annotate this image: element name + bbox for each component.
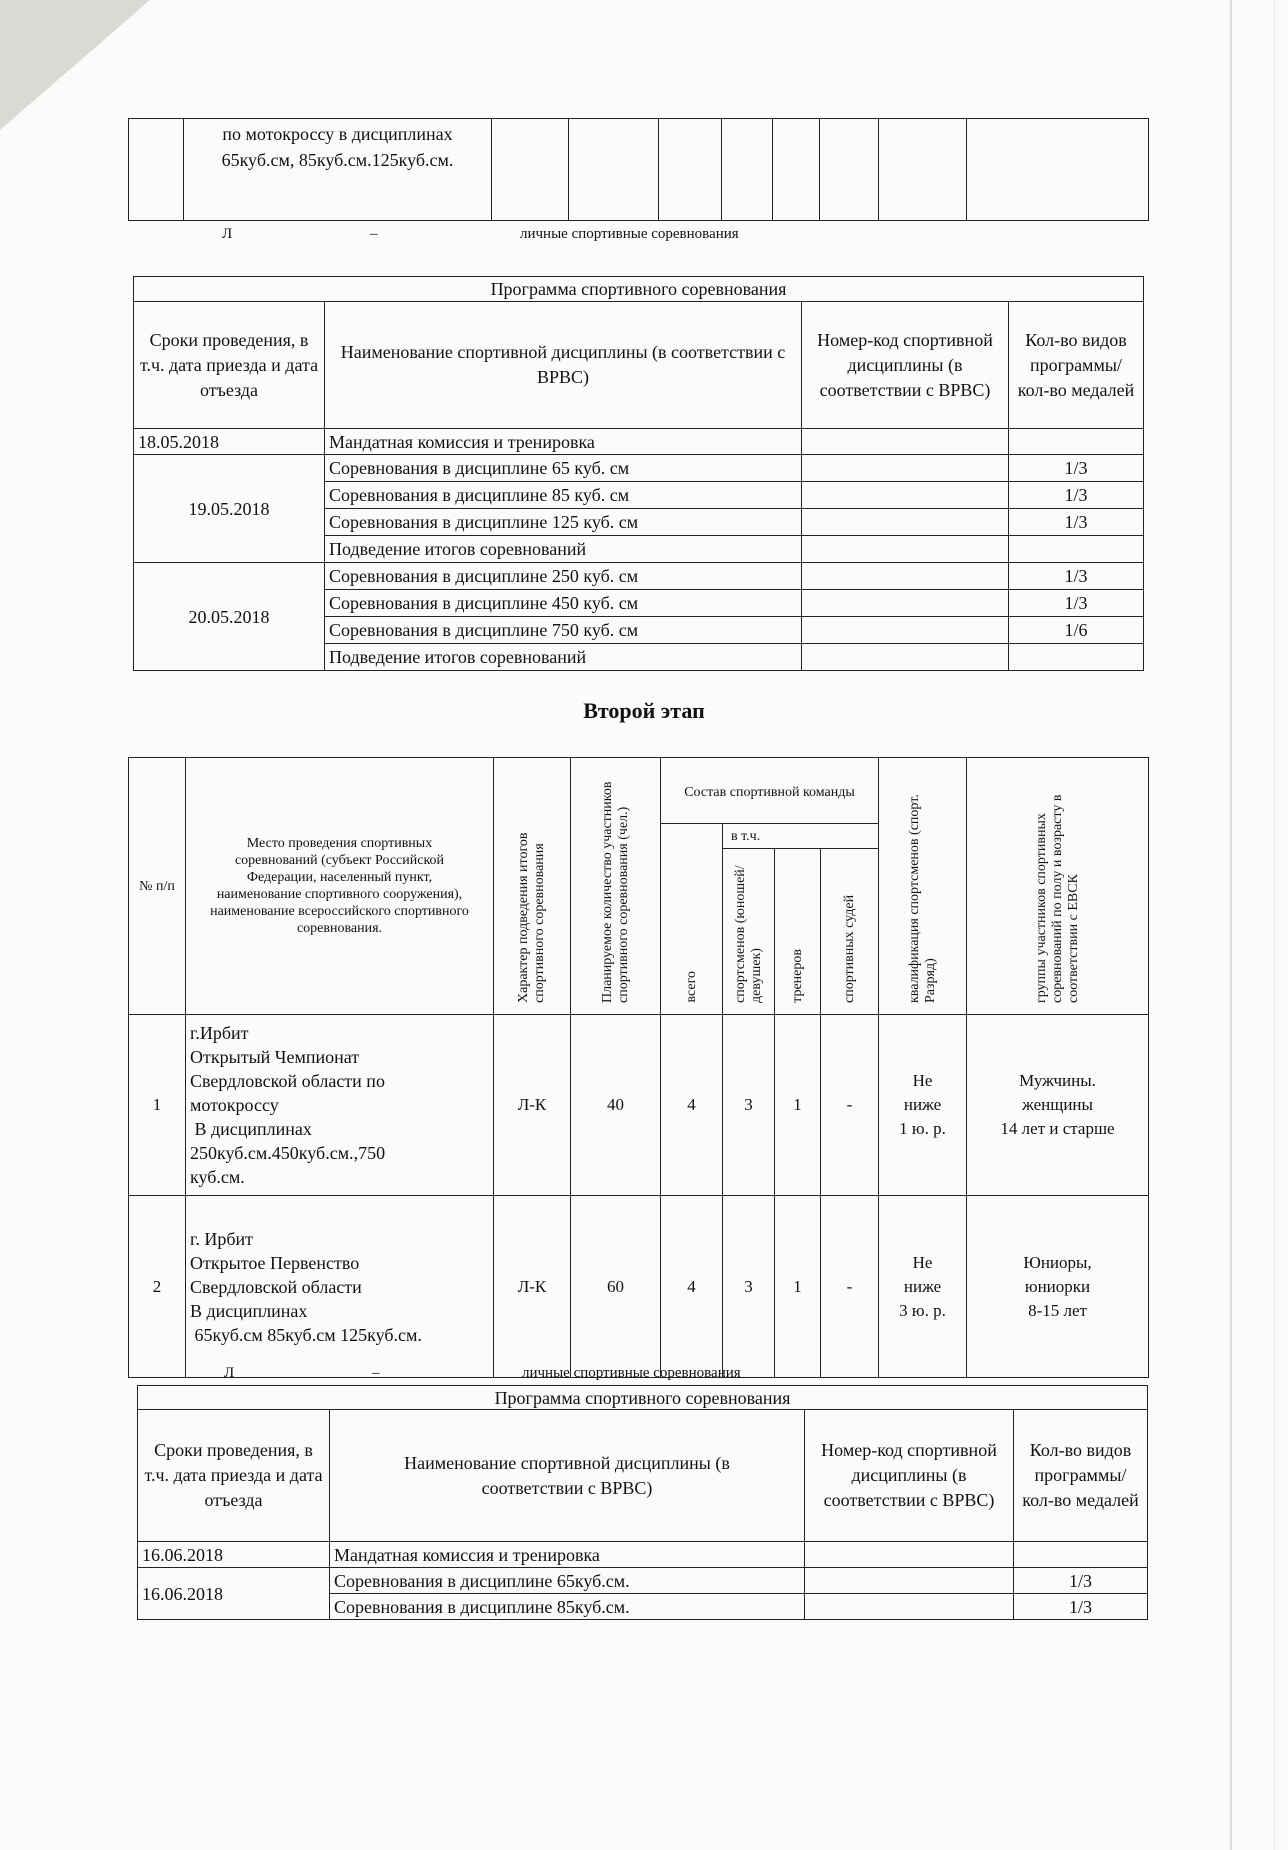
legend-abbr: Л — [224, 1365, 235, 1381]
header-groups: группы участников спортивных соревнований по полу и возрасту в соответствии с ЕВСК — [967, 758, 1149, 1015]
header-count: Кол-во видов программы/ кол-во медалей — [1009, 302, 1144, 429]
cell-num: 1 — [129, 1015, 186, 1196]
cell-judges: - — [821, 1196, 879, 1378]
program-title: Программа спортивного соревнования — [138, 1386, 1148, 1410]
cell-total: 4 — [661, 1015, 723, 1196]
cell-character: Л-К — [494, 1196, 571, 1378]
cell-qualification: Не ниже 3 ю. р. — [879, 1196, 967, 1378]
cell-athletes: 3 — [723, 1196, 775, 1378]
header-character: Характер подведения итогов спортивного соревнования — [494, 758, 571, 1015]
header-num: № п/п — [129, 758, 186, 1015]
row-count — [1009, 429, 1144, 455]
row-name: Мандатная комиссия и тренировка — [330, 1542, 805, 1568]
row-count: 1/3 — [1014, 1594, 1148, 1620]
row-name: Подведение итогов соревнований — [325, 644, 802, 671]
cell-coaches: 1 — [775, 1196, 821, 1378]
row-name: Соревнования в дисциплине 65 куб. см — [325, 455, 802, 482]
header-dates: Сроки проведения, в т.ч. дата приезда и дата отъезда — [138, 1410, 330, 1542]
legend-abbr: Л — [222, 226, 233, 242]
header-judges: спортивных судей — [821, 849, 879, 1015]
table-row — [129, 1015, 1149, 1196]
top-fragment-text: по мотокроссу в дисциплинах 65куб.см, 85куб.см.125куб.см. — [184, 119, 492, 221]
row-count — [1009, 644, 1144, 671]
row-name: Подведение итогов соревнований — [325, 536, 802, 563]
legend-dash: – — [370, 226, 378, 242]
row-date: 20.05.2018 — [134, 563, 325, 671]
row-date: 16.06.2018 — [138, 1568, 330, 1620]
header-discipline: Наименование спортивной дисциплины (в соответствии с ВРВС) — [330, 1410, 805, 1542]
program-title: Программа спортивного соревнования — [134, 277, 1144, 302]
header-qualification: квалификация спортсменов (спорт. Разряд) — [879, 758, 967, 1015]
header-code: Номер-код спортивной дисциплины (в соответствии с ВРВС) — [805, 1410, 1014, 1542]
top-fragment-table — [128, 118, 1149, 221]
header-athletes: спортсменов (юношей/девушек) — [723, 849, 775, 1015]
row-name: Соревнования в дисциплине 125 куб. см — [325, 509, 802, 536]
cell-coaches: 1 — [775, 1015, 821, 1196]
cell-num: 2 — [129, 1196, 186, 1378]
page-corner-fold — [0, 0, 150, 130]
row-count: 1/3 — [1009, 563, 1144, 590]
row-name: Соревнования в дисциплине 65куб.см. — [330, 1568, 805, 1594]
cell-qualification: Не ниже 1 ю. р. — [879, 1015, 967, 1196]
program-table-2 — [137, 1385, 1148, 1620]
program-table-1 — [133, 276, 1144, 671]
row-count: 1/3 — [1009, 482, 1144, 509]
row-count — [1009, 536, 1144, 563]
cell-place: г. Ирбит Открытое Первенство Свердловской области В дисциплинах 65куб.см 85куб.см 125куб.см. — [186, 1196, 494, 1378]
cell-athletes: 3 — [723, 1015, 775, 1196]
row-date: 16.06.2018 — [138, 1542, 330, 1568]
header-discipline: Наименование спортивной дисциплины (в соответствии с ВРВС) — [325, 302, 802, 429]
row-name: Соревнования в дисциплине 85 куб. см — [325, 482, 802, 509]
header-count: Кол-во видов программы/ кол-во медалей — [1014, 1410, 1148, 1542]
cell-planned: 60 — [571, 1196, 661, 1378]
row-name: Соревнования в дисциплине 750 куб. см — [325, 617, 802, 644]
stage-heading: Второй этап — [583, 698, 705, 723]
cell-total: 4 — [661, 1196, 723, 1378]
stage2-table — [128, 757, 1149, 1378]
row-name: Мандатная комиссия и тренировка — [325, 429, 802, 455]
row-count: 1/6 — [1009, 617, 1144, 644]
header-coaches: тренеров — [775, 849, 821, 1015]
cell-place: г.Ирбит Открытый Чемпионат Свердловской области по мотокроссу В дисциплинах 250куб.см.450куб.см.,750 куб.см. — [186, 1015, 494, 1196]
row-count: 1/3 — [1009, 455, 1144, 482]
cell-character: Л-К — [494, 1015, 571, 1196]
header-place: Место проведения спортивных соревнований (субъект Российской Федерации, населенный пункт, наименование спортивного сооружения), наименование всероссийского спортивного соревнования. — [186, 758, 494, 1015]
page-edge-line-2 — [1274, 0, 1275, 1850]
cell-judges: - — [821, 1015, 879, 1196]
row-count: 1/3 — [1009, 509, 1144, 536]
row-count: 1/3 — [1014, 1568, 1148, 1594]
header-incl: в т.ч. — [723, 824, 879, 849]
legend-desc: личные спортивные соревнования — [522, 1365, 741, 1381]
row-count — [1014, 1542, 1148, 1568]
cell-planned: 40 — [571, 1015, 661, 1196]
table-row — [129, 1196, 1149, 1378]
row-name: Соревнования в дисциплине 450 куб. см — [325, 590, 802, 617]
legend-desc: личные спортивные соревнования — [520, 226, 739, 242]
row-name: Соревнования в дисциплине 250 куб. см — [325, 563, 802, 590]
cell-groups: Юниоры, юниорки 8-15 лет — [967, 1196, 1149, 1378]
row-name: Соревнования в дисциплине 85куб.см. — [330, 1594, 805, 1620]
row-count: 1/3 — [1009, 590, 1144, 617]
legend-dash: – — [372, 1365, 380, 1381]
row-date: 18.05.2018 — [134, 429, 325, 455]
header-dates: Сроки проведения, в т.ч. дата приезда и дата отъезда — [134, 302, 325, 429]
header-code: Номер-код спортивной дисциплины (в соответствии с ВРВС) — [802, 302, 1009, 429]
page-edge-line — [1230, 0, 1232, 1850]
cell-groups: Мужчины. женщины 14 лет и старше — [967, 1015, 1149, 1196]
header-planned: Планируемое количество участников спортивного соревнования (чел.) — [571, 758, 661, 1015]
header-total: всего — [661, 824, 723, 1015]
header-team: Состав спортивной команды — [661, 758, 879, 824]
row-date: 19.05.2018 — [134, 455, 325, 563]
